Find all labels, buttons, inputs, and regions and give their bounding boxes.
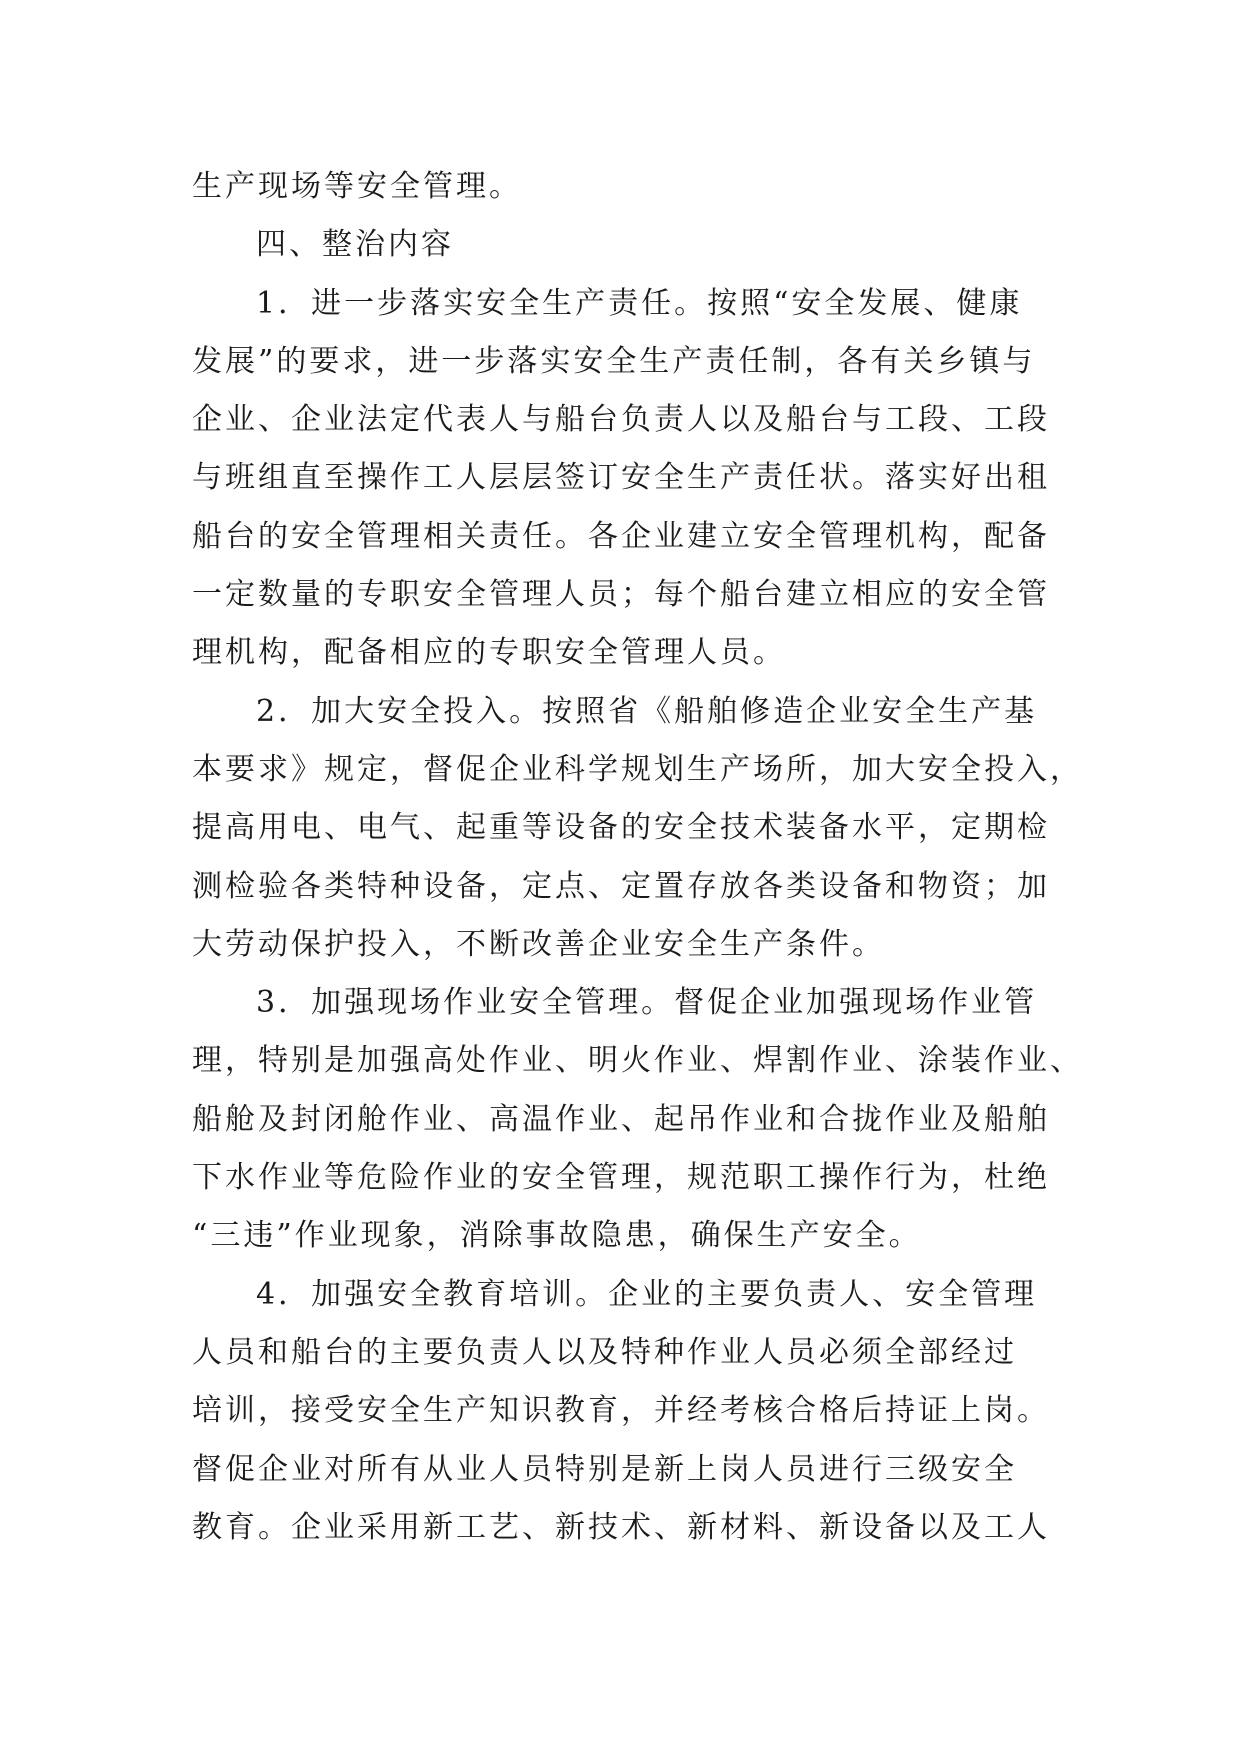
text-line: 提高用电、电气、起重等设备的安全技术装备水平，定期检 <box>192 810 1050 846</box>
text-line: 4．加强安全教育培训。企业的主要负责人、安全管理 <box>256 1276 1038 1312</box>
text-line: 发展”的要求，进一步落实安全生产责任制，各有关乡镇与 <box>192 343 1036 379</box>
text-line: 船舱及封闭舱作业、高温作业、起吊作业和合拢作业及船舶 <box>192 1101 1050 1137</box>
document-body <box>192 158 1083 1557</box>
text-line: 下水作业等危险作业的安全管理，规范职工操作行为，杜绝 <box>192 1160 1050 1196</box>
text-line: 一定数量的专职安全管理人员；每个船台建立相应的安全管 <box>192 577 1050 613</box>
text-line: 与班组直至操作工人层层签订安全生产责任状。落实好出租 <box>192 460 1050 496</box>
text-line: 理，特别是加强高处作业、明火作业、焊割作业、涂装作业、 <box>192 1043 1083 1079</box>
text-line: 3．加强现场作业安全管理。督促企业加强现场作业管 <box>256 985 1038 1021</box>
text-line: 理机构，配备相应的专职安全管理人员。 <box>192 635 786 671</box>
text-line: 督促企业对所有从业人员特别是新上岗人员进行三级安全 <box>192 1451 1017 1487</box>
text-line: 人员和船台的主要负责人以及特种作业人员必须全部经过 <box>192 1334 1017 1370</box>
section-heading: 四、整治内容 <box>256 227 454 263</box>
text-line: 培训，接受安全生产知识教育，并经考核合格后持证上岗。 <box>192 1393 1050 1429</box>
text-line: 生产现场等安全管理。 <box>192 169 522 204</box>
text-line: 教育。企业采用新工艺、新技术、新材料、新设备以及工人 <box>192 1509 1050 1545</box>
text-line: 船台的安全管理相关责任。各企业建立安全管理机构，配备 <box>192 518 1050 554</box>
text-line: 大劳动保护投入，不断改善企业安全生产条件。 <box>192 926 885 962</box>
text-line: 2．加大安全投入。按照省《船舶修造企业安全生产基 <box>256 693 1038 729</box>
text-line: 企业、企业法定代表人与船台负责人以及船台与工段、工段 <box>192 402 1050 438</box>
text-line: 本要求》规定，督促企业科学规划生产场所，加大安全投入， <box>192 751 1083 787</box>
text-line: 测检验各类特种设备，定点、定置存放各类设备和物资；加 <box>192 868 1050 904</box>
text-line: 1．进一步落实安全生产责任。按照“安全发展、健康 <box>256 285 1023 321</box>
text-line: “三违”作业现象，消除事故隐患，确保生产安全。 <box>192 1218 922 1254</box>
